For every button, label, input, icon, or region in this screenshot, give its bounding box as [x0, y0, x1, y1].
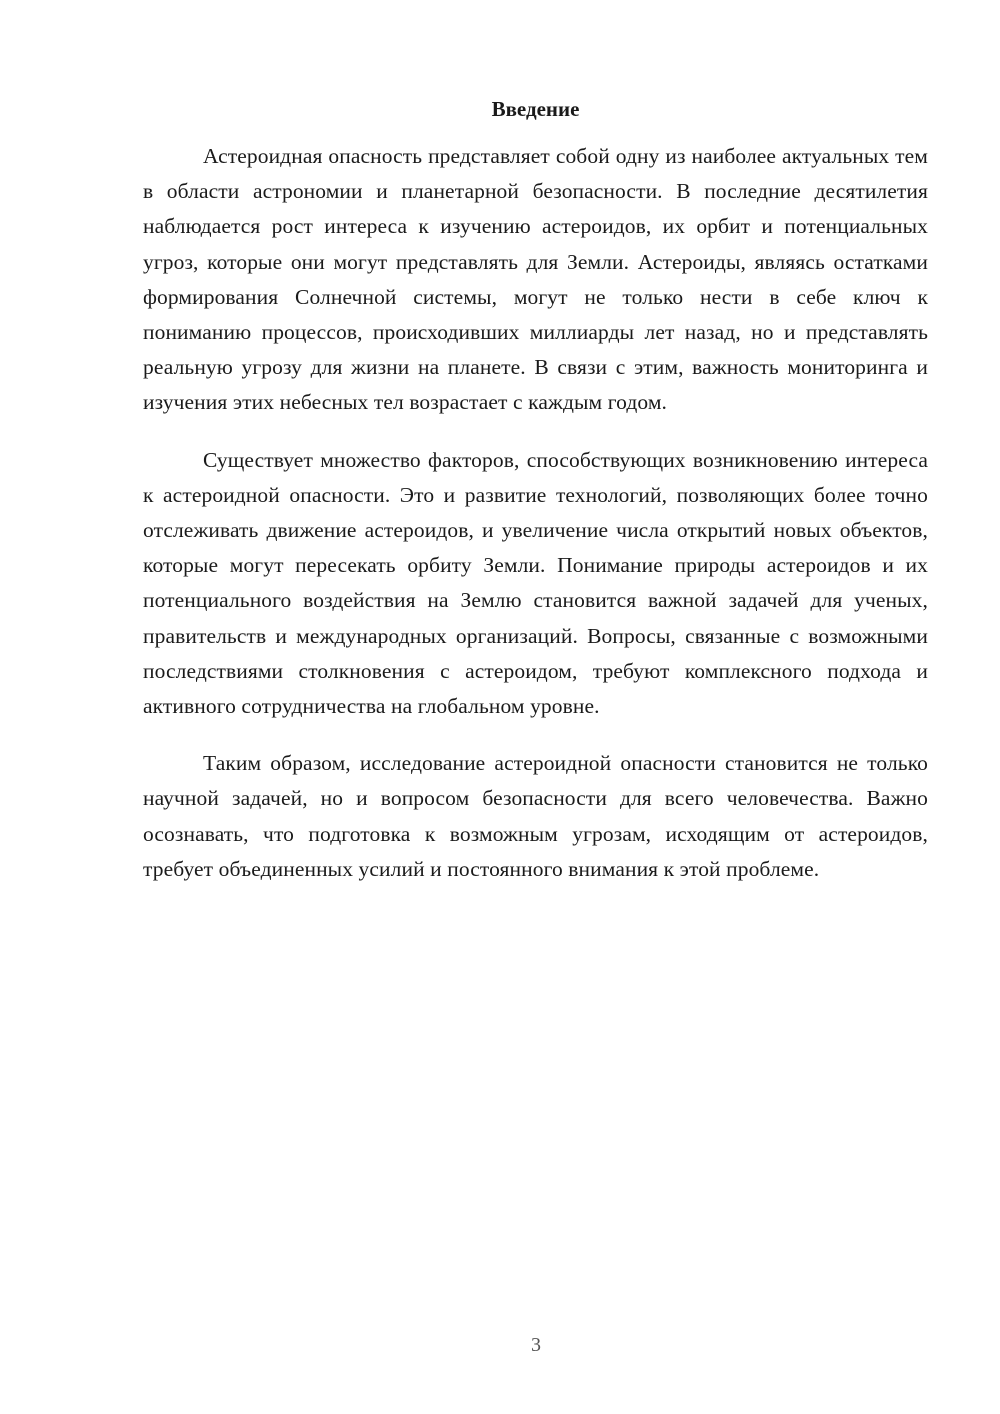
paragraph-2: Существует множество факторов, способствующих возникновению интереса к астероидной опасности. Это и развитие технологий, позволяющих более точно отслеживать движение астероидов, и увеличение числа открытий новых объектов, которые могут пересекать орбиту Земли. Понимание природы астероидов и их потенциального воздействия на Землю становится важной задачей для ученых, правительств и международных организаций. Вопросы, связанные с возможными последствиями столкновения с астероидом, требуют комплексного подхода и активного сотрудничества на глобальном уровне. [143, 447, 928, 719]
page-number: 3 [531, 1334, 541, 1356]
paragraph-1: Астероидная опасность представляет собой одну из наиболее актуальных тем в области астрономии и планетарной безопасности. В последние десятилетия наблюдается рост интереса к изучению астероидов, их орбит и потенциальных угроз, которые они могут представлять для Земли. Астероиды, являясь остатками формирования Солнечной системы, могут не только нести в себе ключ к пониманию процессов, происходивших миллиарды лет назад, но и представлять реальную угрозу для жизни на планете. В связи с этим, важность мониторинга и изучения этих небесных тел возрастает с каждым годом. [143, 144, 928, 415]
page-content [143, 92, 928, 909]
page-title: Введение [491, 97, 580, 121]
paragraph-3: Таким образом, исследование астероидной опасности становится не только научной задачей, но и вопросом безопасности для всего человечества. Важно осознавать, что подготовка к возможным угрозам, исходящим от астероидов, требует объединенных усилий и постоянного внимания к этой проблеме. [143, 751, 928, 881]
